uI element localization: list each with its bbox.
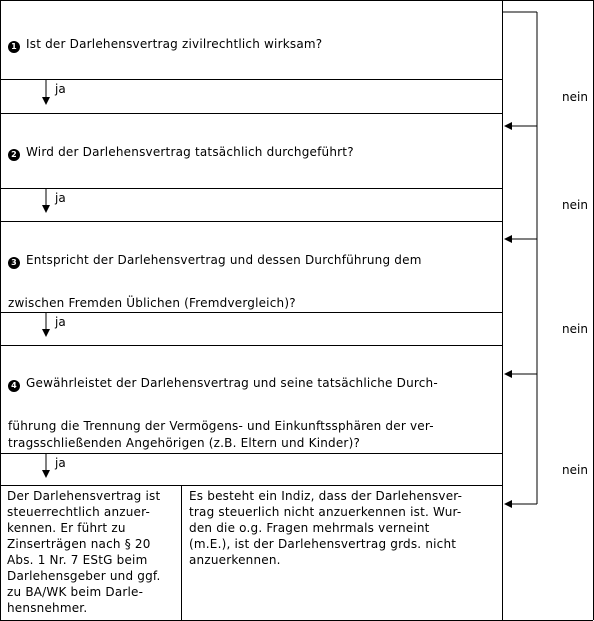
result-positive-line: Zinserträgen nach § 20 [7,537,151,551]
question-text: Ist der Darlehensvertrag zivilrechtlich wirksam? [26,37,323,51]
no-label: nein [562,90,588,104]
result-negative-line: anzuerkennen. [189,553,281,567]
question-number-badge: 2 [8,149,20,161]
yes-label: ja [55,315,66,329]
yes-label: ja [55,82,66,96]
question-text: Gewährleistet der Darlehensvertrag und seine tatsächliche Durch- [26,376,438,390]
question-4-line-2: führung die Trennung der Vermögens- und Einkunftssphären der ver- [8,419,434,433]
question-number-badge: 1 [8,41,20,53]
question-text: Wird der Darlehensvertrag tatsächlich durchgeführt? [26,145,354,159]
yes-label: ja [55,191,66,205]
question-number-badge: 3 [8,257,20,269]
no-label: nein [562,322,588,336]
result-negative-line: den die o.g. Fragen mehrmals verneint [189,521,430,535]
result-positive-line: Der Darlehensvertrag ist [7,489,161,503]
result-positive-line: hensnehmer. [7,601,88,615]
result-negative-line: Es besteht ein Indiz, dass der Darlehensver- [189,489,463,503]
result-negative-line: (m.E.), ist der Darlehensvertrag grds. nicht [189,537,457,551]
question-3-line-2: zwischen Fremden Üblichen (Fremdvergleich)? [8,296,296,310]
result-positive-line: Darlehensgeber und ggf. [7,569,161,583]
result-positive-line: zu BA/WK beim Darle- [7,585,144,599]
result-positive-line: Abs. 1 Nr. 7 EStG beim [7,553,148,567]
question-number-badge: 4 [8,380,20,392]
result-positive-line: steuerrechtlich anzuer- [7,505,151,519]
question-4-line-3: tragsschließenden Angehörigen (z.B. Eltern und Kinder)? [8,436,361,450]
question-text: Entspricht der Darlehensvertrag und dessen Durchführung dem [26,253,422,267]
result-negative-line: trag steuerlich nicht anzuerkennen ist. Wur- [189,505,462,519]
yes-label: ja [55,456,66,470]
no-label: nein [562,198,588,212]
no-label: nein [562,463,588,477]
result-positive-line: kennen. Er führt zu [7,521,126,535]
